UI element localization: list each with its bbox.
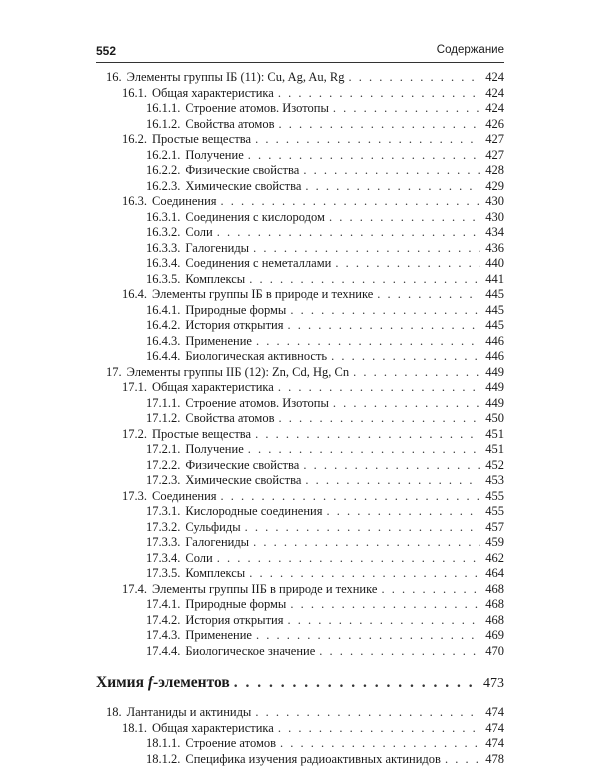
toc-leader-dots — [305, 473, 480, 489]
toc-section — [96, 427, 504, 443]
toc-section — [96, 287, 504, 303]
toc-page-number: 426 — [484, 117, 504, 133]
toc-page-number: 424 — [484, 101, 504, 117]
toc-entry-number: 16.3.3. — [146, 241, 180, 257]
toc-page-number: 468 — [484, 597, 504, 613]
toc-entry-title: Галогениды — [185, 241, 249, 257]
toc-page-number: 453 — [484, 473, 504, 489]
toc-leader-dots — [249, 272, 480, 288]
toc-entry-number: 17.2. — [122, 427, 147, 443]
toc-entry-number: 16.3.1. — [146, 210, 180, 226]
toc-entry-number: 17.2.1. — [146, 442, 180, 458]
toc-entry-number: 16.1.1. — [146, 101, 180, 117]
toc-entry-title: История открытия — [185, 613, 283, 629]
toc-leader-dots — [290, 597, 480, 613]
toc-entry-title: Химические свойства — [185, 473, 301, 489]
toc-subsection — [96, 179, 504, 195]
toc-page-number: 451 — [484, 427, 504, 443]
toc-subsection — [96, 458, 504, 474]
toc-leader-dots — [255, 427, 480, 443]
toc-page-number: 424 — [484, 86, 504, 102]
toc-page-number: 446 — [484, 334, 504, 350]
toc-entry-title: Соли — [185, 225, 212, 241]
toc-leader-dots — [331, 349, 480, 365]
toc-entry-number: 17.3.4. — [146, 551, 180, 567]
toc-subsection — [96, 256, 504, 272]
toc-leader-dots — [253, 241, 480, 257]
toc-entry-number: 17.1.1. — [146, 396, 180, 412]
toc-entry-number: 17.4.4. — [146, 644, 180, 660]
toc-leader-dots — [287, 318, 480, 334]
toc-leader-dots — [326, 504, 480, 520]
toc-leader-dots — [335, 256, 480, 272]
toc-entry-number: 16.2.2. — [146, 163, 180, 179]
toc-subsection — [96, 473, 504, 489]
page-header — [96, 44, 504, 60]
toc-section — [96, 132, 504, 148]
running-header-title: Содержание — [437, 44, 504, 56]
toc-entry-title: Сульфиды — [185, 520, 240, 536]
toc-entry-number: 17.3. — [122, 489, 147, 505]
toc-leader-dots — [445, 752, 480, 767]
toc-entry-number: 16.4. — [122, 287, 147, 303]
toc-section — [96, 489, 504, 505]
toc-entry-title: Специфика изучения радиоактивных актинидов — [185, 752, 441, 767]
toc-entry-number: 16.1.2. — [146, 117, 180, 133]
toc-page-number: 429 — [484, 179, 504, 195]
toc-entry-title: Кислородные соединения — [185, 504, 322, 520]
toc-leader-dots — [353, 365, 480, 381]
toc-page-number: 451 — [484, 442, 504, 458]
toc-leader-dots — [333, 101, 480, 117]
toc-page-number: 474 — [484, 705, 504, 721]
toc-leader-dots — [349, 70, 480, 86]
toc-subsection — [96, 163, 504, 179]
toc-entry-number: 18.1.1. — [146, 736, 180, 752]
toc-entry-title: Лантаниды и актиниды — [127, 705, 252, 721]
toc-subsection — [96, 318, 504, 334]
toc-page-number: 468 — [484, 613, 504, 629]
toc-leader-dots — [255, 132, 480, 148]
toc-leader-dots — [256, 628, 480, 644]
toc-entry-number: 17.1.2. — [146, 411, 180, 427]
toc-entry-title: Строение атомов — [185, 736, 276, 752]
toc-entry-title: Получение — [185, 442, 243, 458]
toc-page-number: 445 — [484, 287, 504, 303]
toc-entry-number: 17.4. — [122, 582, 147, 598]
toc-entry-number: 17.3.5. — [146, 566, 180, 582]
toc-page-number: 430 — [484, 210, 504, 226]
toc-leader-dots — [303, 458, 480, 474]
toc-entry-title: Соединения — [152, 194, 217, 210]
page-number: 552 — [96, 44, 116, 58]
toc-chapter — [96, 705, 504, 721]
toc-entry-number: 16.3. — [122, 194, 147, 210]
toc-leader-dots — [255, 705, 480, 721]
toc-page-number: 430 — [484, 194, 504, 210]
toc-entry-number: 16.3.4. — [146, 256, 180, 272]
toc-section — [96, 582, 504, 598]
toc-page-number: 440 — [484, 256, 504, 272]
toc-page-number: 455 — [484, 489, 504, 505]
toc-entry-title: Получение — [185, 148, 243, 164]
toc-page-number: 455 — [484, 504, 504, 520]
toc-entry-title: Соединения — [152, 489, 217, 505]
toc-leader-dots — [249, 566, 480, 582]
toc-entry-number: 16. — [106, 70, 122, 86]
toc-leader-dots — [248, 442, 480, 458]
toc-leader-dots — [319, 644, 480, 660]
toc-entry-number: 16.4.2. — [146, 318, 180, 334]
toc-page-number: 449 — [484, 380, 504, 396]
toc-section — [96, 721, 504, 737]
toc-entry-number: 16.1. — [122, 86, 147, 102]
toc-entry-title: Природные формы — [185, 597, 286, 613]
toc-entry-title: Элементы группы IIБ в природе и технике — [152, 582, 377, 598]
toc-leader-dots — [279, 117, 481, 133]
toc-entry-number: 16.2.1. — [146, 148, 180, 164]
toc-page-number: 445 — [484, 303, 504, 319]
toc-page-number: 452 — [484, 458, 504, 474]
toc-leader-dots — [253, 535, 480, 551]
toc-entry-title: История открытия — [185, 318, 283, 334]
toc-page-number: 450 — [484, 411, 504, 427]
toc-entry-number: 17. — [106, 365, 122, 381]
toc-leader-dots — [245, 520, 480, 536]
toc-entry-number: 16.3.5. — [146, 272, 180, 288]
toc-page-number: 478 — [484, 752, 504, 767]
toc-leader-dots — [279, 411, 481, 427]
toc-entry-number: 16.4.1. — [146, 303, 180, 319]
toc-entry-number: 16.3.2. — [146, 225, 180, 241]
toc-entry-number: 16.4.4. — [146, 349, 180, 365]
toc-leader-dots — [278, 380, 480, 396]
toc-subsection — [96, 241, 504, 257]
toc-subsection — [96, 148, 504, 164]
toc-subsection — [96, 535, 504, 551]
toc-entry-number: 17.4.2. — [146, 613, 180, 629]
toc-subsection — [96, 101, 504, 117]
toc-page-number: 473 — [483, 670, 504, 698]
toc-page-number: 449 — [484, 365, 504, 381]
toc-subsection — [96, 442, 504, 458]
toc-part-title-italic: f — [148, 674, 153, 691]
toc-chapter — [96, 70, 504, 86]
toc-entry-title: Простые вещества — [152, 427, 251, 443]
toc-page-number: 468 — [484, 582, 504, 598]
toc-entry-title: Элементы группы IБ в природе и технике — [152, 287, 373, 303]
toc-section — [96, 86, 504, 102]
toc-entry-number: 17.3.3. — [146, 535, 180, 551]
table-of-contents — [96, 70, 504, 767]
toc-section — [96, 380, 504, 396]
toc-part-title-post: -элементов — [153, 674, 230, 691]
toc-page-number: 427 — [484, 148, 504, 164]
toc-entry-title: Свойства атомов — [185, 117, 274, 133]
toc-entry-title: Галогениды — [185, 535, 249, 551]
toc-page-number: 464 — [484, 566, 504, 582]
toc-entry-number: 16.4.3. — [146, 334, 180, 350]
toc-entry-title: Строение атомов. Изотопы — [185, 396, 329, 412]
toc-page-number: 457 — [484, 520, 504, 536]
toc-entry-number: 17.3.1. — [146, 504, 180, 520]
toc-entry-title: Соединения с неметаллами — [185, 256, 331, 272]
toc-entry-title: Применение — [185, 334, 252, 350]
toc-subsection — [96, 597, 504, 613]
toc-entry-number: 17.3.2. — [146, 520, 180, 536]
toc-entry-number: 18.1. — [122, 721, 147, 737]
toc-leader-dots — [221, 489, 480, 505]
toc-entry-title: Применение — [185, 628, 252, 644]
toc-entry-number: 16.2.3. — [146, 179, 180, 195]
toc-subsection — [96, 551, 504, 567]
toc-entry-title: Биологическое значение — [185, 644, 315, 660]
toc-subsection — [96, 349, 504, 365]
header-rule — [96, 62, 504, 63]
toc-entry-number: 17.2.3. — [146, 473, 180, 489]
toc-page-number: 469 — [484, 628, 504, 644]
toc-entry-title: Общая характеристика — [152, 721, 274, 737]
toc-subsection — [96, 225, 504, 241]
toc-subsection — [96, 210, 504, 226]
toc-page-number: 427 — [484, 132, 504, 148]
toc-page-number: 441 — [484, 272, 504, 288]
toc-subsection — [96, 613, 504, 629]
toc-page-number: 474 — [484, 736, 504, 752]
toc-entry-title: Физические свойства — [185, 163, 299, 179]
toc-part-title-pre: Химия — [96, 674, 148, 691]
toc-leader-dots — [377, 287, 480, 303]
toc-subsection — [96, 520, 504, 536]
toc-leader-dots — [278, 86, 480, 102]
toc-leader-dots — [278, 721, 480, 737]
toc-entry-number: 17.2.2. — [146, 458, 180, 474]
toc-entry-title: Соединения с кислородом — [185, 210, 325, 226]
toc-leader-dots — [280, 736, 480, 752]
toc-page-number: 428 — [484, 163, 504, 179]
toc-entry-title: Строение атомов. Изотопы — [185, 101, 329, 117]
toc-entry-title: Химические свойства — [185, 179, 301, 195]
toc-leader-dots — [305, 179, 480, 195]
toc-entry-title: Комплексы — [185, 566, 245, 582]
toc-subsection — [96, 566, 504, 582]
toc-entry-title: Биологическая активность — [185, 349, 327, 365]
toc-leader-dots — [217, 551, 480, 567]
toc-chapter — [96, 365, 504, 381]
toc-page-number: 449 — [484, 396, 504, 412]
toc-entry-title: Элементы группы IIБ (12): Zn, Cd, Hg, Cn — [127, 365, 350, 381]
toc-leader-dots — [221, 194, 480, 210]
toc-leader-dots — [333, 396, 480, 412]
toc-subsection — [96, 736, 504, 752]
toc-entry-number: 18. — [106, 705, 122, 721]
toc-subsection — [96, 504, 504, 520]
toc-subsection — [96, 396, 504, 412]
toc-entry-number: 17.4.1. — [146, 597, 180, 613]
toc-subsection — [96, 334, 504, 350]
toc-page-number: 470 — [484, 644, 504, 660]
toc-leader-dots — [329, 210, 480, 226]
toc-entry-title: Свойства атомов — [185, 411, 274, 427]
toc-page-number: 436 — [484, 241, 504, 257]
toc-entry-title: Природные формы — [185, 303, 286, 319]
toc-leader-dots — [234, 669, 479, 697]
toc-entry-title: Физические свойства — [185, 458, 299, 474]
toc-page-number: 424 — [484, 70, 504, 86]
toc-leader-dots — [256, 334, 480, 350]
toc-subsection — [96, 411, 504, 427]
toc-entry-number: 17.4.3. — [146, 628, 180, 644]
toc-subsection — [96, 117, 504, 133]
toc-entry-title: Общая характеристика — [152, 86, 274, 102]
toc-page-number: 462 — [484, 551, 504, 567]
toc-subsection — [96, 628, 504, 644]
toc-leader-dots — [217, 225, 480, 241]
toc-leader-dots — [303, 163, 480, 179]
toc-subsection — [96, 272, 504, 288]
toc-page-number: 445 — [484, 318, 504, 334]
toc-leader-dots — [287, 613, 480, 629]
toc-leader-dots — [248, 148, 480, 164]
toc-section — [96, 194, 504, 210]
toc-page-number: 434 — [484, 225, 504, 241]
toc-page-number: 459 — [484, 535, 504, 551]
toc-part-heading — [96, 669, 504, 697]
toc-entry-title: Элементы группы IБ (11): Cu, Ag, Au, Rg — [127, 70, 345, 86]
toc-entry-number: 16.2. — [122, 132, 147, 148]
toc-leader-dots — [290, 303, 480, 319]
toc-entry-title: Соли — [185, 551, 212, 567]
toc-page-number: 474 — [484, 721, 504, 737]
toc-subsection — [96, 752, 504, 767]
toc-subsection — [96, 303, 504, 319]
toc-subsection — [96, 644, 504, 660]
toc-page-number: 446 — [484, 349, 504, 365]
toc-entry-number: 17.1. — [122, 380, 147, 396]
toc-entry-title: Комплексы — [185, 272, 245, 288]
toc-entry-title: Общая характеристика — [152, 380, 274, 396]
toc-entry-title: Простые вещества — [152, 132, 251, 148]
toc-leader-dots — [381, 582, 480, 598]
toc-part-title — [96, 669, 230, 697]
toc-entry-number: 18.1.2. — [146, 752, 180, 767]
